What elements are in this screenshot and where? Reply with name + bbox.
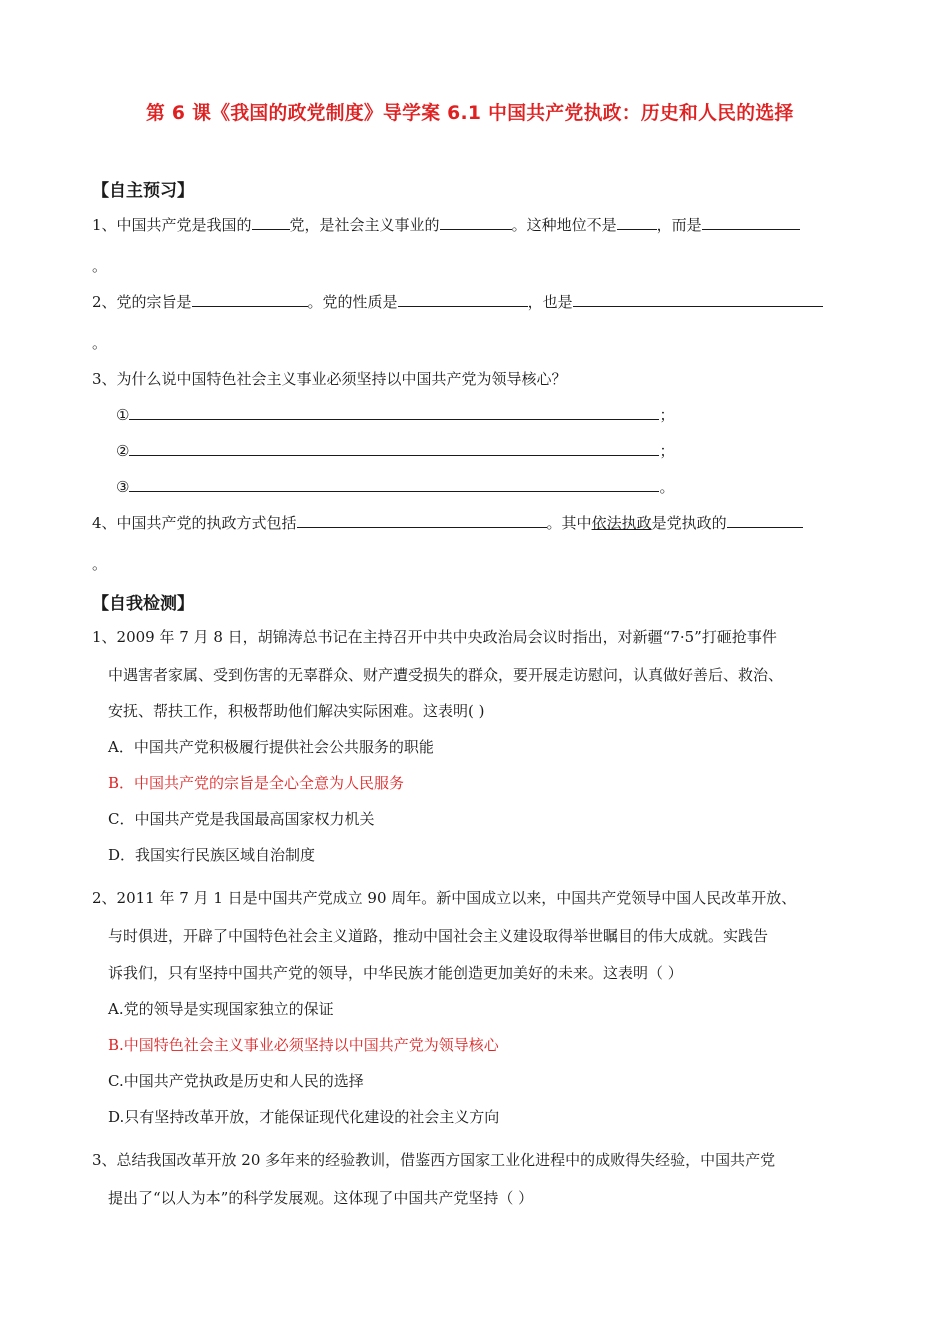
test-question-2-line: 2、2011 年 7 月 1 日是中国共产党成立 90 周年。新中国成立以来，中国共产党领导中国人民改革开放、 [92, 889, 797, 907]
test-question-2-line: 诉我们，只有坚持中国共产党的领导，中华民族才能创造更加美好的未来。这表明（ ） [108, 964, 683, 982]
blank[interactable] [129, 441, 659, 456]
option-b-answer[interactable]: B.中国特色社会主义事业必须坚持以中国共产党为领导核心 [108, 1036, 499, 1054]
key-term: 依法执政 [591, 514, 652, 532]
answer-line-3: ③ 。 [116, 478, 675, 496]
blank[interactable] [252, 215, 290, 230]
preview-question-2-end: 。 [92, 334, 108, 352]
test-question-3-line: 提出了“以人为本”的科学发展观。这体现了中国共产党坚持（ ） [108, 1189, 534, 1207]
preview-question-3: 3、为什么说中国特色社会主义事业必须坚持以中国共产党为领导核心？ [92, 370, 567, 388]
option-d[interactable]: D．我国实行民族区域自治制度 [108, 846, 316, 864]
blank[interactable] [297, 513, 547, 528]
preview-question-4-end: 。 [92, 555, 108, 573]
test-question-1-line: 1、2009 年 7 月 8 日，胡锦涛总书记在主持召开中共中央政治局会议时指出，对新疆“7·5”打砸抢事件 [92, 628, 777, 646]
blank[interactable] [440, 215, 512, 230]
preview-question-1: 1、中国共产党是我国的 党，是社会主义事业的 。这种地位不是 ，而是 [92, 215, 800, 235]
page-title: 第 6 课《我国的政党制度》导学案 6.1 中国共产党执政：历史和人民的选择 [146, 102, 794, 124]
option-c[interactable]: C．中国共产党是我国最高国家权力机关 [108, 810, 375, 828]
test-question-3-line: 3、总结我国改革开放 20 多年来的经验教训，借鉴西方国家工业化进程中的成败得失经验，中国共产党 [92, 1151, 776, 1169]
preview-question-2: 2、党的宗旨是 。党的性质是 ，也是 [92, 292, 823, 312]
option-d[interactable]: D.只有坚持改革开放，才能保证现代化建设的社会主义方向 [108, 1108, 500, 1126]
blank[interactable] [617, 215, 657, 230]
blank[interactable] [129, 405, 659, 420]
blank[interactable] [129, 477, 659, 492]
blank[interactable] [702, 215, 800, 230]
test-question-2-line: 与时俱进，开辟了中国特色社会主义道路，推动中国社会主义建设取得举世瞩目的伟大成就。实践告 [108, 927, 769, 945]
option-a[interactable]: A.党的领导是实现国家独立的保证 [108, 1000, 334, 1018]
preview-question-4: 4、中国共产党的执政方式包括 。其中依法执政是党执政的 [92, 513, 803, 533]
section-heading-preview: 【自主预习】 [92, 181, 194, 201]
option-b-answer[interactable]: B．中国共产党的宗旨是全心全意为人民服务 [108, 774, 405, 792]
answer-line-2: ② ； [116, 442, 675, 460]
preview-question-1-end: 。 [92, 257, 108, 275]
blank[interactable] [727, 513, 803, 528]
option-a[interactable]: A．中国共产党积极履行提供社会公共服务的职能 [108, 738, 434, 756]
test-question-1-line: 中遇害者家属、受到伤害的无辜群众、财产遭受损失的群众，要开展走访慰问，认真做好善后、救治、 [108, 666, 784, 684]
blank[interactable] [573, 292, 823, 307]
section-heading-test: 【自我检测】 [92, 594, 194, 614]
answer-line-1: ① ； [116, 406, 675, 424]
option-c[interactable]: C.中国共产党执政是历史和人民的选择 [108, 1072, 364, 1090]
test-question-1-line: 安抚、帮扶工作，积极帮助他们解决实际困难。这表明( ) [108, 702, 485, 720]
blank[interactable] [398, 292, 528, 307]
blank[interactable] [192, 292, 308, 307]
